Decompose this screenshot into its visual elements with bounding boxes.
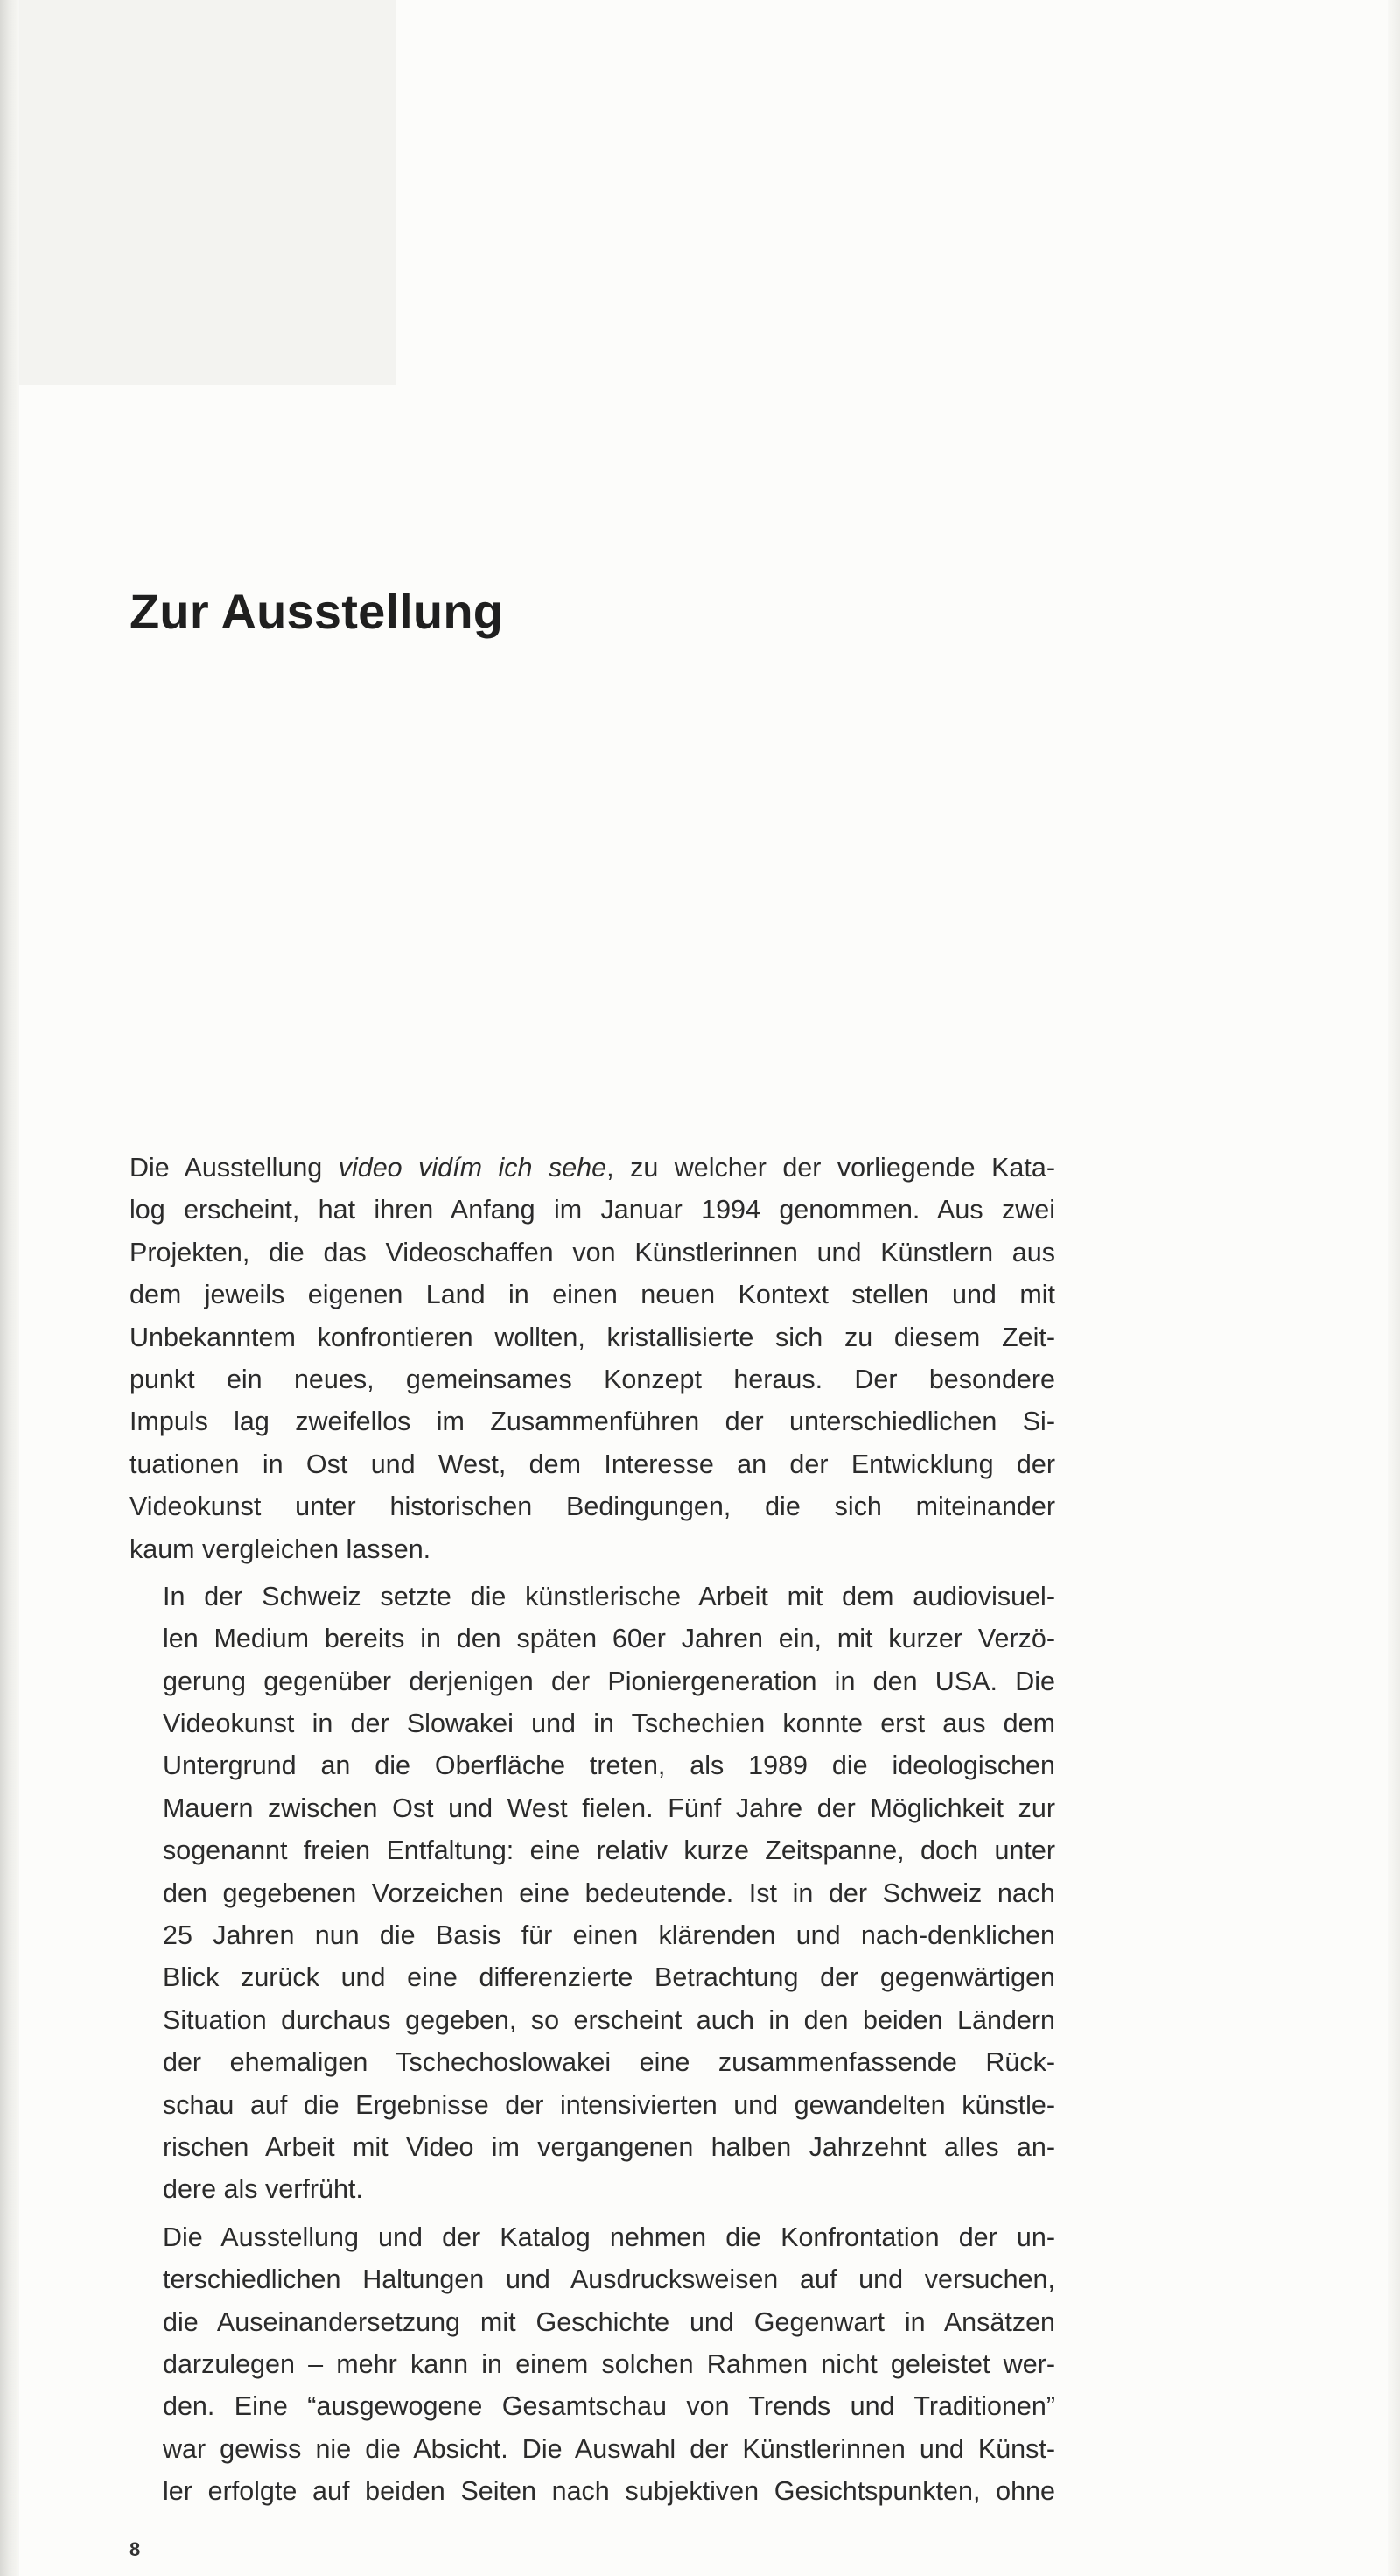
text-line: den gegebenen Vorzeichen eine bedeutende. Ist in der Schweiz nach	[163, 1878, 1055, 1908]
text-line: die Auseinandersetzung mit Geschichte und Gegenwart in Ansätzen	[163, 2306, 1055, 2337]
text-line: darzulegen – mehr kann in einem solchen Rahmen nicht geleistet wer-	[163, 2348, 1055, 2379]
text-line: punkt ein neues, gemeinsames Konzept heraus. Der besondere	[130, 1364, 1055, 1394]
page-number: 8	[130, 2538, 141, 2560]
page-heading: Zur Ausstellung	[130, 584, 504, 639]
text-line: Videokunst in der Slowakei und in Tschechien konnte erst aus dem	[163, 1709, 1055, 1739]
paragraph-1	[130, 1147, 1055, 1570]
text-line: war gewiss nie die Absicht. Die Auswahl der Künstlerinnen und Künst-	[163, 2433, 1055, 2464]
text-line: Unbekanntem konfrontieren wollten, kristallisierte sich zu diesem Zeit-	[130, 1322, 1055, 1352]
text-line: kaum vergleichen lassen.	[130, 1534, 431, 1564]
text-line: rischen Arbeit mit Video im vergangenen halben Jahrzehnt alles an-	[163, 2131, 1055, 2162]
body-text	[130, 1147, 1055, 2513]
text-line: log erscheint, hat ihren Anfang im Januar 1994 genommen. Aus zwei	[130, 1195, 1055, 1225]
paragraph-2	[130, 1576, 1055, 2211]
text-line: gerung gegenüber derjenigen der Pioniergeneration in den USA. Die	[163, 1666, 1055, 1696]
text-line: Untergrund an die Oberfläche treten, als 1989 die ideologischen	[163, 1751, 1055, 1781]
text-line: ler erfolgte auf beiden Seiten nach subjektiven Gesichtspunkten, ohne	[163, 2476, 1055, 2507]
text-line: Videokunst unter historischen Bedingungen, die sich miteinander	[130, 1492, 1055, 1522]
text-line: Mauern zwischen Ost und West fielen. Fünf Jahre der Möglichkeit zur	[163, 1793, 1055, 1823]
text-line: dere als verfrüht.	[163, 2174, 363, 2205]
text-line: In der Schweiz setzte die künstlerische Arbeit mit dem audiovisuel-	[163, 1581, 1055, 1611]
paragraph-3	[130, 2216, 1055, 2513]
text-line: 25 Jahren nun die Basis für einen klärenden und nach-denklichen	[163, 1920, 1055, 1951]
text-line: len Medium bereits in den späten 60er Jahren ein, mit kurzer Verzö-	[163, 1624, 1055, 1654]
page-right-edge-shadow	[1388, 0, 1400, 2576]
text-line: schau auf die Ergebnisse der intensivierten und gewandelten künstle-	[163, 2089, 1055, 2120]
text-line: der ehemaligen Tschechoslowakei eine zusammenfassende Rück-	[163, 2047, 1055, 2078]
text-line: Projekten, die das Videoschaffen von Künstlerinnen und Künstlern aus	[130, 1237, 1055, 1267]
scan-artifact-patch	[19, 0, 396, 385]
text-line: dem jeweils eigenen Land in einen neuen Kontext stellen und mit	[130, 1280, 1055, 1310]
text-line: terschiedlichen Haltungen und Ausdrucksweisen auf und versuchen,	[163, 2264, 1055, 2295]
text-line: sogenannt freien Entfaltung: eine relativ kurze Zeitspanne, doch unter	[163, 1835, 1055, 1866]
text-line: tuationen in Ost und West, dem Interesse an der Entwicklung der	[130, 1449, 1055, 1479]
text-line: den. Eine “ausgewogene Gesamtschau von Trends und Traditionen”	[163, 2391, 1055, 2422]
text-line: Blick zurück und eine differenzierte Betrachtung der gegenwärtigen	[163, 1962, 1055, 1993]
page-left-edge-shadow	[0, 0, 19, 2576]
text-line: Die Ausstellung video vidím ich sehe, zu welcher der vorliegende Kata-	[130, 1153, 1055, 1183]
text-line: Die Ausstellung und der Katalog nehmen die Konfrontation der un-	[163, 2222, 1055, 2252]
exhibition-title: video vidím ich sehe	[338, 1153, 607, 1183]
text-line: Impuls lag zweifellos im Zusammenführen der unterschiedlichen Si-	[130, 1407, 1055, 1437]
text-line: Situation durchaus gegeben, so erscheint auch in den beiden Ländern	[163, 2004, 1055, 2035]
